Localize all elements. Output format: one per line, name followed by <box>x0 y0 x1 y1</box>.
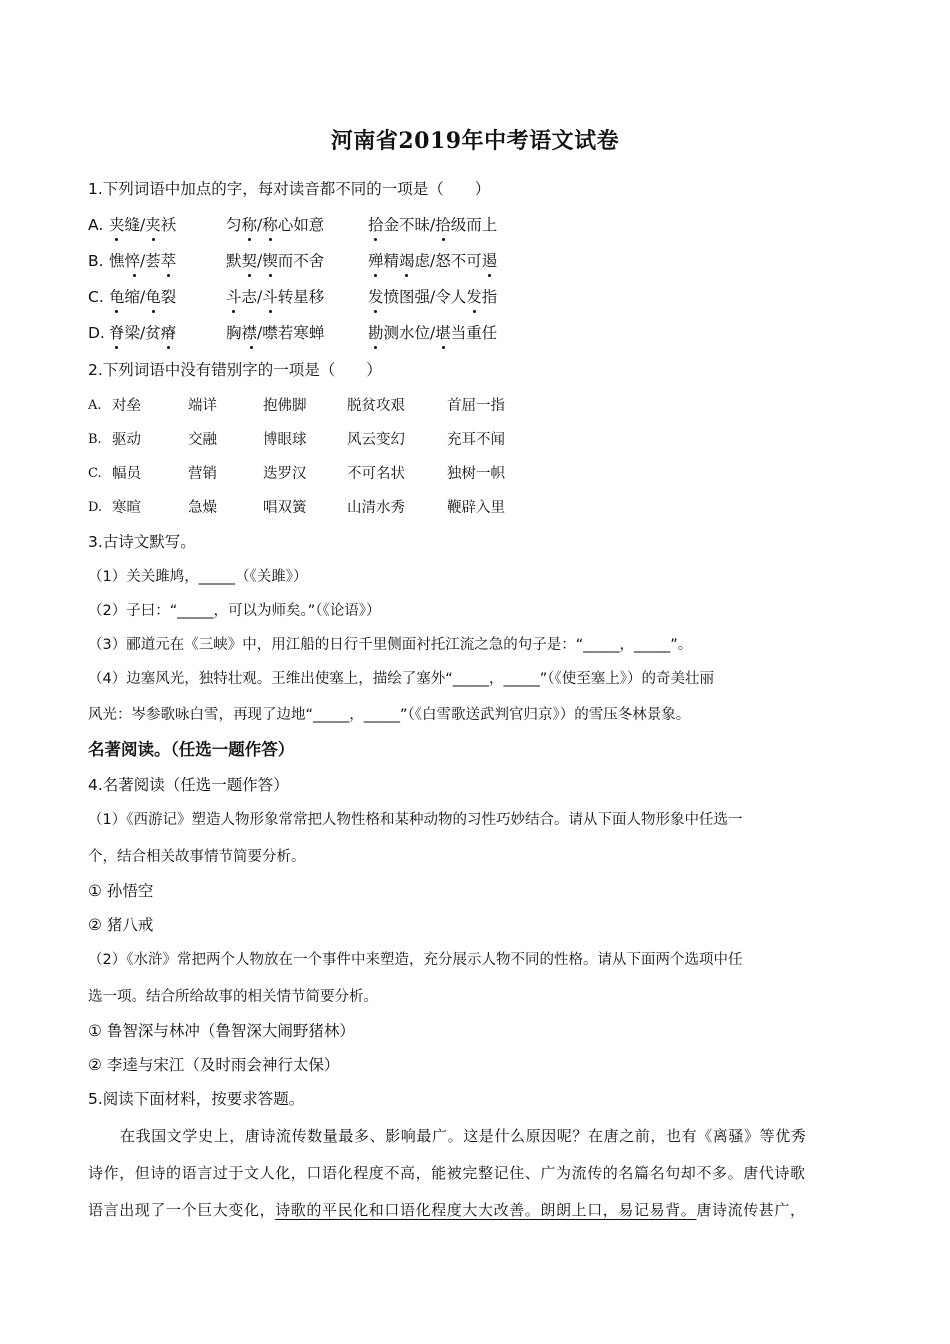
q5-paragraph-line3 <box>88 1200 806 1220</box>
option-word-3: 发愤图强/令人发指 <box>368 288 498 306</box>
row-label: C. <box>88 466 102 481</box>
q4-part1-line2: 个，结合相关故事情节简要分析。 <box>88 849 306 865</box>
q3-item-1: （1）关关雎鸠，_____（《关雎》） <box>88 569 308 585</box>
option-word-3: 勘测水位/堪当重任 <box>368 324 498 342</box>
word: 首屈一指 <box>447 398 505 414</box>
word: 寒暄 <box>112 500 141 516</box>
q4-part2-line1: （2）《水浒》常把两个人物放在一个事件中来塑造，充分展示人物不同的性格。请从下面两个选项中任 <box>88 952 743 968</box>
q5-underlined-sentence: 诗歌的平民化和口语化程度大大改善。朗朗上口，易记易背。 <box>275 1201 697 1219</box>
row-label: B. <box>88 432 102 447</box>
word: 不可名状 <box>347 466 405 482</box>
q4-part1-line1: （1）《西游记》塑造人物形象常常把人物性格和某种动物的习性巧妙结合。请从下面人物形象中任选一 <box>88 812 743 828</box>
word: 唱双簧 <box>263 500 307 516</box>
word: 对垒 <box>112 398 141 414</box>
q3-item-2: （2）子曰：“_____，可以为师矣。”（《论语》） <box>88 603 381 619</box>
q1-stem: 1.下列词语中加点的字，每对读音都不同的一项是（ ） <box>88 180 491 198</box>
row-label: D. <box>88 500 103 515</box>
option-word-2: 斗志/斗转星移 <box>226 288 325 306</box>
option-word-2: 默契/锲而不舍 <box>226 252 325 270</box>
q4-option-3: ① 鲁智深与林冲（鲁智深大闹野猪林） <box>88 1022 355 1040</box>
word: 鞭辟入里 <box>447 500 505 516</box>
word: 驱动 <box>112 432 141 448</box>
word: 独树一帜 <box>447 466 505 482</box>
word: 风云变幻 <box>347 432 405 448</box>
word: 山清水秀 <box>347 500 405 516</box>
option-word-2: 匀称/称心如意 <box>226 216 325 234</box>
q3-item-3: （3）郦道元在《三峡》中，用江船的日行千里侧面衬托江流之急的句子是：“_____，_____”。 <box>88 637 693 653</box>
row-label: A. <box>88 398 102 413</box>
option-word-3: 拾金不昧/拾级而上 <box>368 216 498 234</box>
word: 脱贫攻艰 <box>347 398 405 414</box>
q3-item-4-cont: 风光：岑参歌咏白雪，再现了边地“_____，_____”（《白雪歌送武判官归京》）的雪压冬林景象。 <box>88 707 691 723</box>
option-label: A. <box>88 216 104 234</box>
q5-stem: 5.阅读下面材料，按要求答题。 <box>88 1090 305 1108</box>
word: 营销 <box>188 466 217 482</box>
section-heading: 名著阅读。（任选一题作答） <box>88 740 295 759</box>
q4-option-2: ② 猪八戒 <box>88 916 154 934</box>
q3-item-4: （4）边塞风光，独特壮观。王维出使塞上，描绘了塞外“_____，_____”（《使至塞上》）的奇美壮丽 <box>88 671 714 687</box>
word: 交融 <box>188 432 217 448</box>
option-word-2: 胸襟/噤若寒蝉 <box>226 324 325 342</box>
word: 迭罗汉 <box>263 466 307 482</box>
q3-stem: 3.古诗文默写。 <box>88 533 196 551</box>
word: 端详 <box>188 398 217 414</box>
q2-stem: 2.下列词语中没有错别字的一项是（ ） <box>88 361 382 379</box>
q5-paragraph-line1: 在我国文学史上，唐诗流传数量最多、影响最广。这是什么原因呢？在唐之前，也有《离骚》等优秀 <box>120 1127 807 1145</box>
option-word-3: 殚精竭虑/怒不可遏 <box>368 252 498 270</box>
option-word-1: 憔悴/荟萃 <box>109 252 177 270</box>
option-label: B. <box>88 252 104 270</box>
option-word-1: 脊梁/贫瘠 <box>109 324 177 342</box>
q4-option-4: ② 李逵与宋江（及时雨会神行太保） <box>88 1056 340 1074</box>
q5-paragraph-line2: 诗作，但诗的语言过于文人化，口语化程度不高，能被完整记住、广为流传的名篇名句却不多。唐代诗歌 <box>88 1164 806 1182</box>
word: 抱佛脚 <box>263 398 307 414</box>
q5-line3-start: 语言出现了一个巨大变化， <box>88 1201 276 1219</box>
q4-stem: 4.名著阅读（任选一题作答） <box>88 776 289 794</box>
option-label: C. <box>88 288 104 306</box>
q4-part2-line2: 选一项。结合所给故事的相关情节简要分析。 <box>88 989 378 1005</box>
word: 充耳不闻 <box>447 432 505 448</box>
word: 博眼球 <box>263 432 307 448</box>
q5-line3-end: 唐诗流传甚广， <box>696 1201 806 1219</box>
option-word-1: 龟缩/龟裂 <box>109 288 177 306</box>
q4-option-1: ① 孙悟空 <box>88 882 154 900</box>
page-title: 河南省2019年中考语文试卷 <box>330 128 620 154</box>
option-word-1: 夹缝/夹袄 <box>109 216 177 234</box>
word: 急燥 <box>188 500 217 516</box>
word: 幅员 <box>112 466 141 482</box>
option-label: D. <box>88 324 105 342</box>
